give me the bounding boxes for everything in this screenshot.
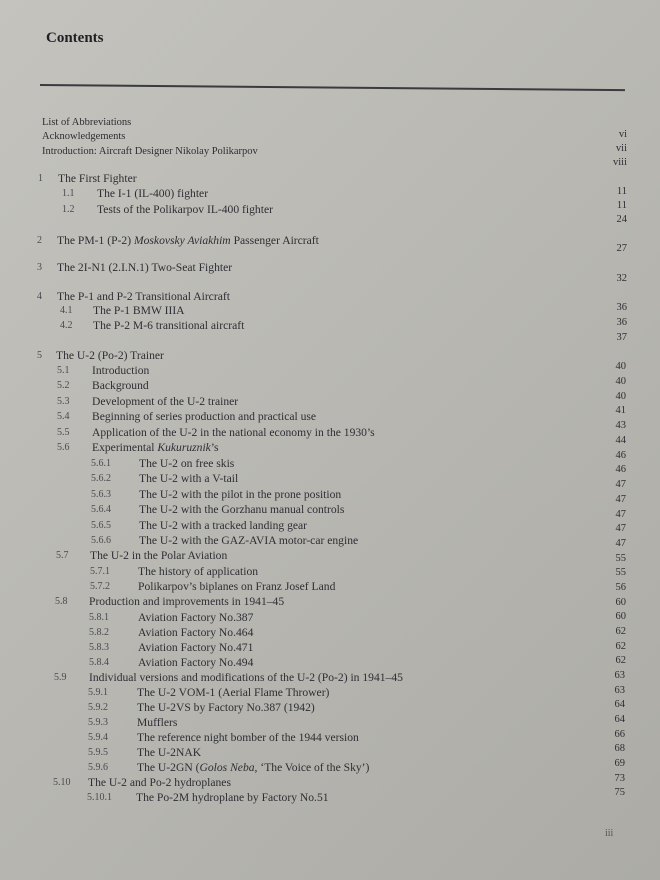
subsection-title: The U-2 with a tracked landing gear [139, 519, 308, 532]
chapter-title: The 2I-N1 (2.I.N.1) Two-Seat Fighter [57, 261, 233, 274]
page-number: 64 [614, 699, 625, 710]
subsection-title: The U-2 with the GAZ-AVIA motor-car engine [139, 534, 359, 547]
page-number: 27 [616, 243, 627, 254]
page-number: 66 [614, 729, 625, 740]
chapter-number: 4 [37, 291, 42, 302]
subsection-number: 5.8.4 [89, 657, 109, 668]
page-number: 11 [616, 186, 627, 197]
section-number: 5.2 [57, 380, 70, 391]
chapter-title: The U-2 (Po-2) Trainer [56, 349, 164, 362]
section-title: Tests of the Polikarpov IL-400 fighter [97, 203, 273, 216]
page-number: 46 [615, 464, 626, 475]
subsection-number: 5.6.6 [91, 535, 111, 546]
section-title: Introduction [92, 364, 150, 377]
toc-entry-acknowledgements: Acknowledgements [42, 131, 126, 142]
section-number: 5.8 [55, 596, 68, 607]
subsection-title: The Po-2M hydroplane by Factory No.51 [136, 791, 329, 804]
subsection-number: 5.9.3 [88, 717, 108, 728]
subsection-number: 5.6.4 [91, 504, 111, 515]
subsection-title: The U-2 with the pilot in the prone position [139, 488, 342, 501]
page-number: 40 [615, 376, 626, 387]
page-number: 43 [615, 420, 626, 431]
subsection-number: 5.9.5 [88, 747, 108, 758]
page-number: 63 [614, 685, 625, 696]
page-number: 60 [615, 611, 626, 622]
page-number: 47 [615, 523, 626, 534]
subsection-number: 5.10.1 [87, 792, 112, 803]
page-number: vii [615, 143, 627, 154]
page-number: 40 [615, 361, 626, 372]
subsection-title: Aviation Factory No.494 [138, 656, 254, 669]
page-number: 46 [615, 450, 626, 461]
subsection-title: The U-2GN (Golos Neba, ‘The Voice of the Sky’) [137, 761, 370, 774]
section-number: 1.2 [62, 204, 75, 215]
subsection-title: The U-2 VOM-1 (Aerial Flame Thrower) [137, 686, 330, 699]
page-number: 75 [614, 787, 625, 798]
chapter-number: 2 [37, 235, 42, 246]
subsection-number: 5.8.1 [89, 612, 109, 623]
section-title: Beginning of series production and practical use [92, 410, 317, 423]
chapter-number: 5 [37, 350, 42, 361]
subsection-title: The U-2NAK [137, 746, 202, 759]
page-number: 63 [614, 670, 625, 681]
subsection-number: 5.8.2 [89, 627, 109, 638]
subsection-title: Aviation Factory No.464 [138, 626, 254, 639]
section-title: The U-2 and Po-2 hydroplanes [88, 776, 231, 789]
subsection-number: 5.9.2 [88, 702, 108, 713]
page-number: 62 [615, 655, 626, 666]
section-title: Experimental Kukuruznik’s [92, 441, 219, 454]
page-number: 47 [615, 538, 626, 549]
page-number: 47 [615, 494, 626, 505]
page-number: 62 [615, 641, 626, 652]
toc-entry-introduction: Introduction: Aircraft Designer Nikolay Polikarpov [42, 146, 258, 157]
subsection-number: 5.7.2 [90, 581, 110, 592]
subsection-title: The U-2 with a V-tail [139, 472, 239, 485]
page-number: vi [618, 129, 627, 140]
page-number: 24 [616, 214, 627, 225]
page-number: 11 [616, 200, 627, 211]
chapter-number: 3 [37, 262, 42, 273]
subsection-number: 5.9.6 [88, 762, 108, 773]
page-number: 47 [615, 479, 626, 490]
subsection-title: Mufflers [137, 716, 178, 729]
section-title: The I-1 (IL-400) fighter [97, 187, 209, 200]
page-number: 55 [615, 553, 626, 564]
page-number: 73 [614, 773, 625, 784]
section-number: 5.9 [54, 672, 67, 683]
subsection-number: 5.6.5 [91, 520, 111, 531]
page-number: 64 [614, 714, 625, 725]
subsection-number: 5.9.4 [88, 732, 108, 743]
section-title: The P-2 M-6 transitional aircraft [93, 319, 245, 332]
page-number: 60 [615, 597, 626, 608]
section-number: 5.1 [57, 365, 70, 376]
subsection-number: 5.6.1 [91, 458, 111, 469]
page-number: 44 [615, 435, 626, 446]
page-number: 68 [614, 743, 625, 754]
page-number: 69 [614, 758, 625, 769]
section-title: Application of the U-2 in the national economy in the 1930’s [92, 426, 375, 439]
subsection-title: The U-2VS by Factory No.387 (1942) [137, 701, 315, 714]
subsection-number: 5.6.3 [91, 489, 111, 500]
page-number: 56 [615, 582, 626, 593]
page-number: 41 [615, 405, 626, 416]
page-number: 62 [615, 626, 626, 637]
page-title: Contents [46, 30, 104, 46]
chapter-title: The PM-1 (P-2) Moskovsky Aviakhim Passenger Aircraft [57, 234, 319, 247]
page-number: 36 [616, 302, 627, 313]
subsection-number: 5.9.1 [88, 687, 108, 698]
subsection-number: 5.6.2 [91, 473, 111, 484]
section-number: 5.3 [57, 396, 70, 407]
subsection-number: 5.7.1 [90, 566, 110, 577]
folio-page-number: iii [605, 828, 614, 839]
section-title: Development of the U-2 trainer [92, 395, 239, 408]
section-number: 1.1 [62, 188, 75, 199]
subsection-title: Aviation Factory No.471 [138, 641, 254, 654]
chapter-title: The P-1 and P-2 Transitional Aircraft [57, 290, 230, 303]
section-title: Individual versions and modifications of the U-2 (Po-2) in 1941–45 [89, 671, 403, 684]
subsection-title: The reference night bomber of the 1944 version [137, 731, 359, 744]
chapter-title: The First Fighter [58, 172, 137, 185]
section-number: 5.7 [56, 550, 69, 561]
section-title: The U-2 in the Polar Aviation [90, 549, 228, 562]
chapter-number: 1 [38, 173, 43, 184]
section-title: Background [92, 379, 149, 392]
subsection-title: The U-2 on free skis [139, 457, 235, 470]
section-title: The P-1 BMW IIIA [93, 304, 185, 317]
section-number: 5.4 [57, 411, 70, 422]
subsection-title: The U-2 with the Gorzhanu manual controls [139, 503, 345, 516]
section-number: 5.5 [57, 427, 70, 438]
page-number: 37 [616, 332, 627, 343]
section-number: 4.2 [60, 320, 73, 331]
page-number: 47 [615, 509, 626, 520]
page-number: 40 [615, 391, 626, 402]
subsection-number: 5.8.3 [89, 642, 109, 653]
page-number: 36 [616, 317, 627, 328]
subsection-title: Polikarpov’s biplanes on Franz Josef Land [138, 580, 336, 593]
page-number: viii [612, 157, 627, 168]
toc-entry-abbreviations: List of Abbreviations [42, 117, 132, 128]
subsection-title: Aviation Factory No.387 [138, 611, 254, 624]
section-number: 5.6 [57, 442, 70, 453]
subsection-title: The history of application [138, 565, 259, 578]
section-number: 4.1 [60, 305, 73, 316]
page-number: 55 [615, 567, 626, 578]
section-number: 5.10 [53, 777, 71, 788]
section-title: Production and improvements in 1941–45 [89, 595, 285, 608]
page-number: 32 [616, 273, 627, 284]
